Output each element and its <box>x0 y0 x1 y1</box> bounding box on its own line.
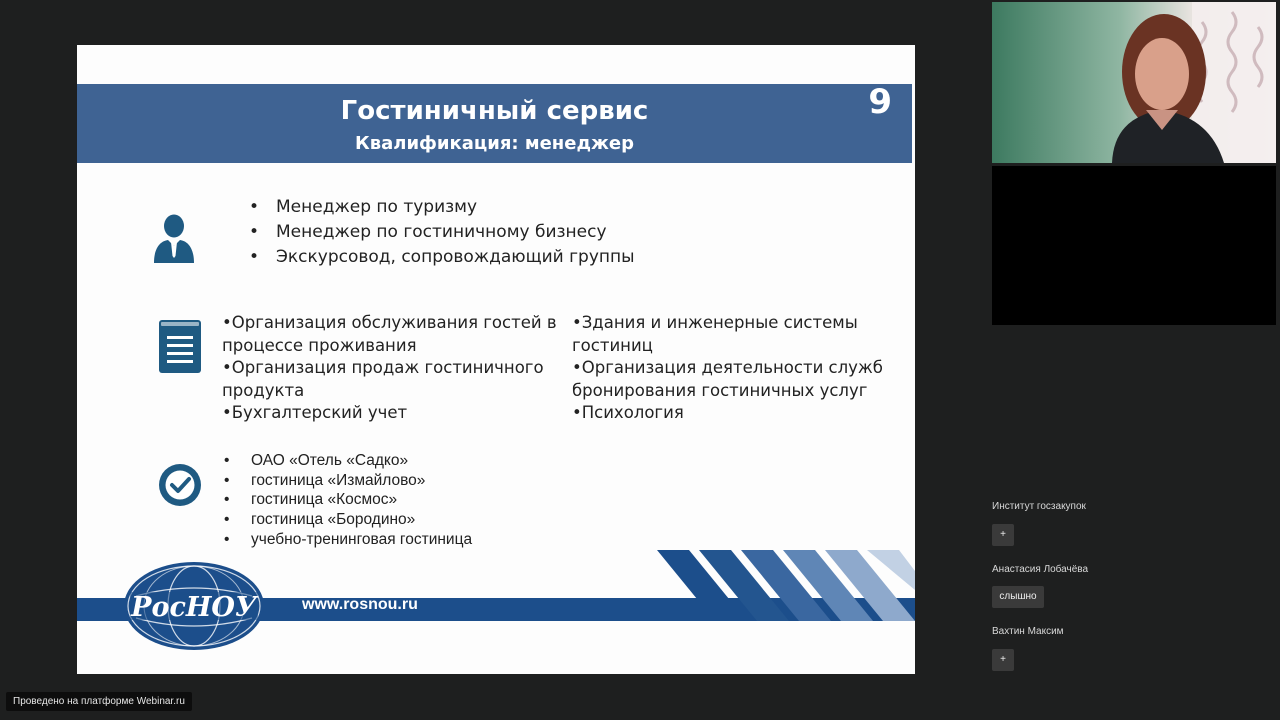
subject-item: •Организация деятельности служб бронирования гостиничных услуг <box>572 358 883 400</box>
subject-item: •Психология <box>572 403 684 422</box>
slide-subtitle: Квалификация: менеджер <box>355 133 634 154</box>
footer-url: www.rosnou.ru <box>302 596 418 613</box>
logo-text: РосНОУ <box>131 592 257 623</box>
participant-plus-button[interactable]: + <box>992 649 1014 671</box>
list-item: • учебно-тренинговая гостиница <box>224 530 472 550</box>
speaker-video-frame <box>992 2 1276 163</box>
subject-item: •Здания и инженерные системы гостиниц <box>572 313 858 355</box>
participant-plus-button[interactable]: + <box>992 524 1014 546</box>
rosnou-logo <box>122 560 266 652</box>
list-item: • гостиница «Бородино» <box>224 510 472 530</box>
participant-name: Институт госзакупок <box>992 501 1086 512</box>
list-item: • гостиница «Космос» <box>224 490 472 510</box>
list-item: • Менеджер по гостиничному бизнесу <box>249 220 635 245</box>
participant-name: Анастасия Лобачёва <box>992 564 1089 575</box>
list-item: • Менеджер по туризму <box>249 195 635 220</box>
presentation-slide <box>77 45 915 674</box>
empty-video-slot <box>992 166 1276 325</box>
slide-number: 9 <box>868 82 892 122</box>
subject-item: •Бухгалтерский учет <box>222 403 408 422</box>
slide-title: Гостиничный сервис <box>340 96 649 126</box>
subject-item: •Организация продаж гостиничного продукта <box>222 358 544 400</box>
list-item: • гостиница «Измайлово» <box>224 471 472 491</box>
list-item: • ОАО «Отель «Садко» <box>224 451 472 471</box>
subject-item: •Организация обслуживания гостей в процессе проживания <box>222 313 557 355</box>
platform-badge[interactable]: Проведено на платформе Webinar.ru <box>6 692 192 711</box>
speaker-video[interactable] <box>992 2 1276 163</box>
participant-name: Вахтин Максим <box>992 626 1064 637</box>
list-item: • Экскурсовод, сопровождающий группы <box>249 245 635 270</box>
participant-status-button[interactable]: слышно <box>992 586 1044 608</box>
